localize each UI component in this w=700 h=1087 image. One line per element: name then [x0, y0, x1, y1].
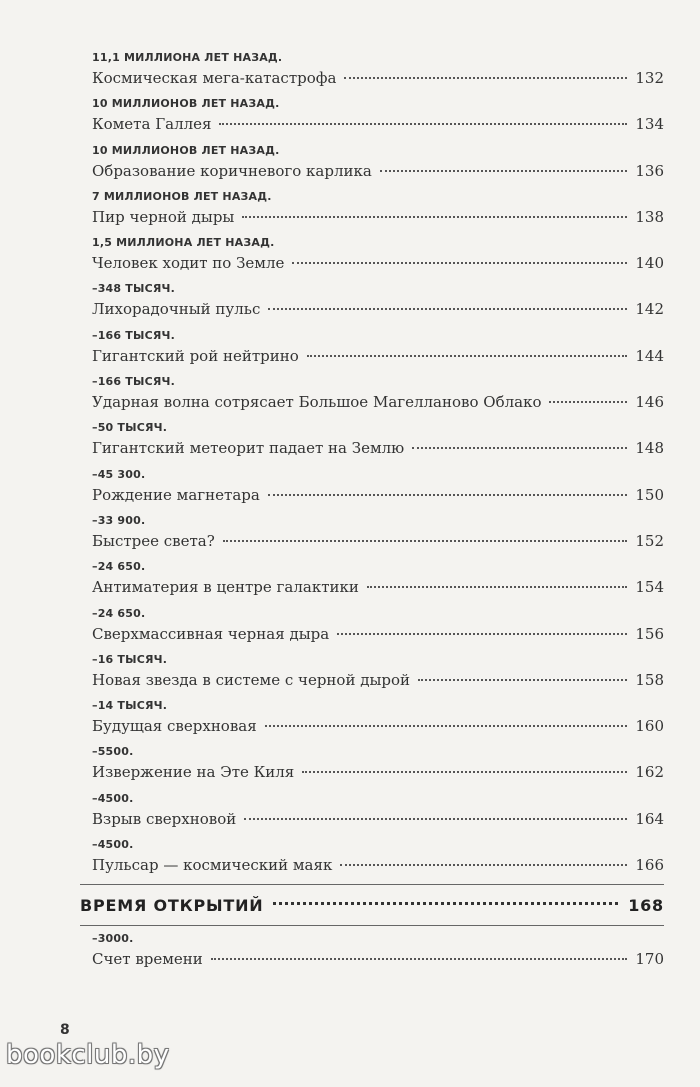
entry-page-number: 164	[635, 809, 664, 828]
toc-entry[interactable]	[92, 49, 664, 95]
entry-page-number: 150	[635, 485, 664, 504]
entry-line	[92, 761, 664, 783]
toc-entry[interactable]	[92, 512, 664, 558]
entry-title: Ударная волна сотрясает Большое Магелланово Облако	[92, 393, 542, 412]
entry-page-number: 162	[635, 763, 664, 782]
entry-line	[92, 808, 664, 830]
dot-leader	[292, 262, 627, 264]
toc-entries-after-section	[92, 930, 664, 976]
entry-line	[92, 113, 664, 135]
entry-era: –24 650.	[92, 606, 146, 620]
entry-page-number: 160	[635, 717, 664, 736]
entry-title: Рождение магнетара	[92, 485, 260, 504]
entry-line	[92, 530, 664, 552]
toc-entry[interactable]	[92, 697, 664, 743]
entry-title: Комета Галлея	[92, 115, 212, 134]
entry-line	[92, 715, 664, 737]
entry-line	[92, 391, 664, 413]
entry-page-number: 136	[635, 161, 664, 180]
entry-page-number: 140	[635, 254, 664, 273]
entry-title: Антиматерия в центре галактики	[92, 578, 359, 597]
entry-era: –33 900.	[92, 513, 146, 527]
entry-era: 1,5 МИЛЛИОНА ЛЕТ НАЗАД.	[92, 236, 275, 250]
entry-title: Счет времени	[92, 950, 203, 969]
entry-page-number: 144	[635, 346, 664, 365]
toc-entry[interactable]	[92, 743, 664, 789]
dot-leader	[211, 958, 628, 960]
entry-page-number: 166	[635, 856, 664, 875]
entry-era: –45 300.	[92, 467, 146, 481]
entry-page-number: 170	[635, 950, 664, 969]
section-title: ВРЕМЯ ОТКРЫТИЙ	[80, 896, 264, 916]
section-divider	[80, 925, 664, 926]
entry-title: Извержение на Эте Киля	[92, 763, 295, 782]
toc-entry[interactable]	[92, 95, 664, 141]
entry-line	[92, 484, 664, 506]
section-page-number: 168	[628, 896, 664, 916]
entry-title: Космическая мега-катастрофа	[92, 69, 337, 87]
dot-leader	[380, 170, 628, 172]
toc-entry[interactable]	[92, 466, 664, 512]
entry-page-number: 152	[635, 531, 664, 550]
entry-line	[92, 623, 664, 645]
dot-leader	[244, 818, 627, 820]
entry-era: –166 ТЫСЯЧ.	[92, 328, 176, 342]
dot-leader	[302, 771, 627, 773]
entry-title: Пульсар — космический маяк	[92, 856, 333, 875]
toc-entry[interactable]	[92, 188, 664, 234]
entry-title: Будущая сверхновая	[92, 717, 257, 736]
entry-title: Сверхмассивная черная дыра	[92, 624, 330, 643]
entry-era: –348 ТЫСЯЧ.	[92, 282, 176, 296]
dot-leader	[242, 216, 627, 218]
entry-era: –4500.	[92, 791, 134, 805]
entry-era: –14 ТЫСЯЧ.	[92, 699, 168, 713]
entry-title: Человек ходит по Земле	[92, 254, 285, 273]
entry-line	[92, 252, 664, 274]
entry-title: Новая звезда в системе с черной дырой	[92, 670, 411, 689]
table-of-contents	[80, 49, 664, 977]
entry-line	[92, 206, 664, 228]
section-divider	[80, 884, 664, 885]
toc-entry[interactable]	[92, 280, 664, 326]
toc-entry[interactable]	[92, 651, 664, 697]
entry-line	[92, 854, 664, 876]
toc-entry[interactable]	[92, 234, 664, 280]
entry-title: Гигантский метеорит падает на Землю	[92, 439, 405, 458]
dot-leader	[268, 494, 628, 496]
entry-era: –5500.	[92, 745, 134, 759]
entry-page-number: 154	[635, 578, 664, 597]
entry-era: –4500.	[92, 838, 134, 852]
dot-leader	[367, 586, 627, 588]
entry-title: Пир черной дыры	[92, 207, 235, 226]
toc-entry[interactable]	[92, 930, 664, 976]
dot-leader	[219, 123, 627, 125]
entry-page-number: 134	[635, 115, 664, 134]
entry-line	[92, 576, 664, 598]
entry-era: 7 МИЛЛИОНОВ ЛЕТ НАЗАД.	[92, 189, 272, 203]
dot-leader	[418, 679, 627, 681]
dot-leader	[223, 540, 628, 542]
entry-title: Гигантский рой нейтрино	[92, 346, 299, 365]
toc-entry[interactable]	[92, 327, 664, 373]
entry-page-number: 156	[635, 624, 664, 643]
entry-title: Быстрее света?	[92, 531, 215, 550]
entry-title: Образование коричневого карлика	[92, 161, 372, 180]
entry-page-number: 146	[635, 393, 664, 412]
toc-entry[interactable]	[92, 142, 664, 188]
dot-leader	[412, 447, 627, 449]
entry-line	[92, 67, 664, 89]
dot-leader	[549, 401, 627, 403]
dot-leader	[340, 864, 627, 866]
entry-line	[92, 437, 664, 459]
entry-era: –166 ТЫСЯЧ.	[92, 375, 176, 389]
dot-leader	[265, 725, 628, 727]
entry-line	[92, 669, 664, 691]
toc-entry[interactable]	[92, 790, 664, 836]
dot-leader	[273, 902, 618, 905]
entry-era: –16 ТЫСЯЧ.	[92, 652, 168, 666]
entry-page-number: 158	[635, 670, 664, 689]
entry-page-number: 148	[635, 439, 664, 458]
toc-entry[interactable]	[92, 373, 664, 419]
toc-entries	[92, 49, 664, 882]
toc-entry[interactable]	[92, 836, 664, 882]
toc-entry[interactable]	[92, 558, 664, 604]
watermark: bookclub.by	[6, 1040, 170, 1070]
entry-line	[92, 948, 664, 970]
entry-page-number: 138	[635, 207, 664, 226]
entry-page-number: 142	[635, 300, 664, 319]
entry-page-number: 132	[635, 69, 664, 87]
entry-era: –3000.	[92, 932, 134, 946]
dot-leader	[307, 355, 628, 357]
entry-era: 10 МИЛЛИОНОВ ЛЕТ НАЗАД.	[92, 143, 280, 157]
entry-line	[92, 298, 664, 320]
dot-leader	[268, 308, 627, 310]
entry-era: –24 650.	[92, 560, 146, 574]
entry-line	[92, 160, 664, 182]
entry-era: 10 МИЛЛИОНОВ ЛЕТ НАЗАД.	[92, 97, 280, 111]
dot-leader	[337, 633, 627, 635]
toc-entry[interactable]	[92, 605, 664, 651]
dot-leader	[344, 77, 627, 79]
entry-era: –50 ТЫСЯЧ.	[92, 421, 168, 435]
toc-section-heading[interactable]	[80, 889, 664, 923]
page-number: 8	[60, 1022, 70, 1038]
toc-entry[interactable]	[92, 419, 664, 465]
entry-title: Взрыв сверхновой	[92, 809, 237, 828]
entry-title: Лихорадочный пульс	[92, 300, 261, 319]
entry-line	[92, 345, 664, 367]
entry-era: 11,1 МИЛЛИОНА ЛЕТ НАЗАД.	[92, 51, 283, 64]
